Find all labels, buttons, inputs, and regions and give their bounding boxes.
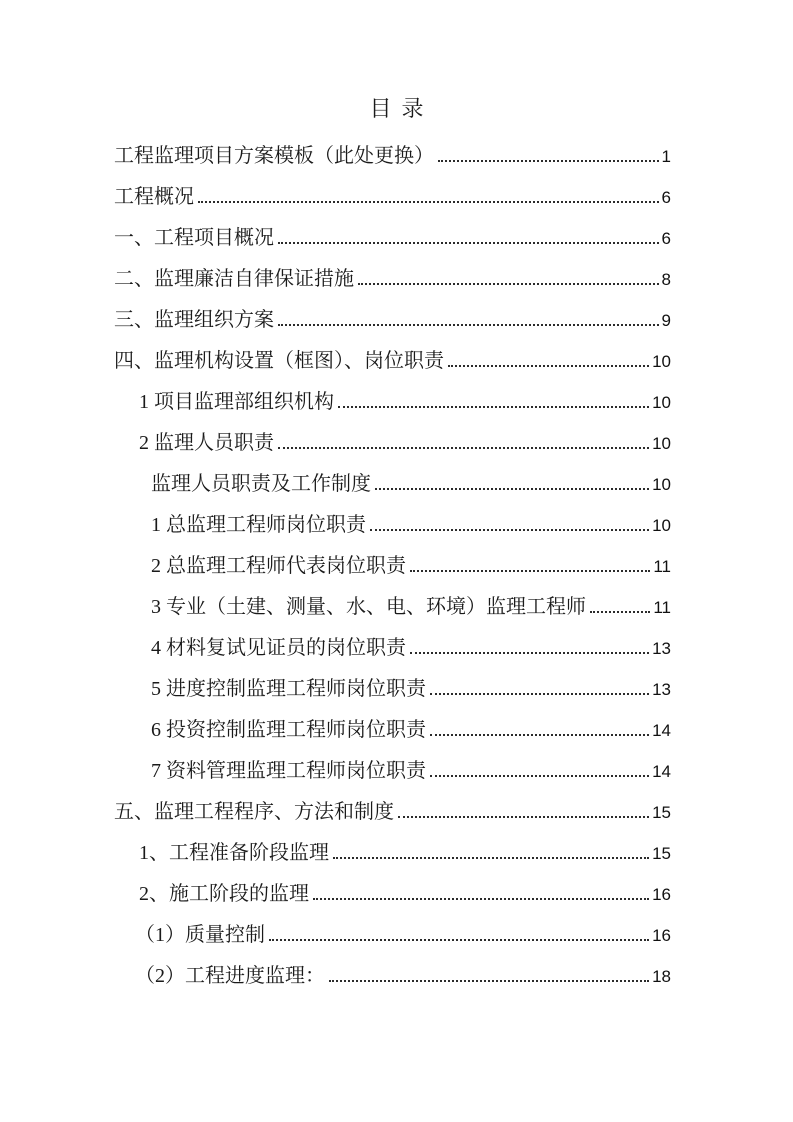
toc-page-number: 15: [652, 844, 671, 863]
toc-dot-leader: [338, 406, 649, 408]
toc-dot-leader: [278, 447, 649, 449]
toc-dot-leader: [375, 488, 649, 490]
toc-entry[interactable]: [114, 710, 671, 751]
toc-entry[interactable]: [114, 259, 671, 300]
toc-entry[interactable]: [114, 505, 671, 546]
toc-page-number: 10: [652, 393, 671, 412]
toc-dot-leader: [590, 611, 650, 613]
toc-dot-leader: [430, 775, 649, 777]
toc-page-number: 11: [653, 557, 671, 576]
toc-dot-leader: [269, 939, 649, 941]
toc-page-number: 16: [652, 885, 671, 904]
toc-entry-label: （2）工程进度监理：: [135, 965, 325, 987]
toc-dot-leader: [313, 898, 649, 900]
toc-entry[interactable]: [114, 177, 671, 218]
toc-entry[interactable]: [114, 956, 671, 997]
toc-page-number: 9: [661, 311, 671, 330]
toc-page-number: 10: [652, 352, 671, 371]
toc-dot-leader: [358, 283, 659, 285]
toc-entry-label: 工程概况: [114, 186, 194, 208]
toc-entry-label: 2 总监理工程师代表岗位职责: [151, 555, 406, 577]
toc-page-number: 16: [652, 926, 671, 945]
toc-page-number: 14: [652, 721, 671, 740]
toc-dot-leader: [329, 980, 649, 982]
toc-page-number: 15: [652, 803, 671, 822]
toc-entry[interactable]: [114, 915, 671, 956]
toc-entry-label: 1 总监理工程师岗位职责: [151, 514, 366, 536]
toc-entry-label: 2 监理人员职责: [139, 432, 274, 454]
toc-page-number: 6: [661, 188, 671, 207]
toc-dot-leader: [278, 324, 659, 326]
toc-entry-label: 4 材料复试见证员的岗位职责: [151, 637, 406, 659]
toc-entry-label: 5 进度控制监理工程师岗位职责: [151, 678, 426, 700]
toc-entry-label: 1 项目监理部组织机构: [139, 391, 334, 413]
toc-entry-label: 五、监理工程程序、方法和制度: [114, 801, 394, 823]
toc-page-number: 8: [661, 270, 671, 289]
toc-page-number: 10: [652, 475, 671, 494]
toc-entry-label: 3 专业（土建、测量、水、电、环境）监理工程师: [151, 596, 586, 618]
toc-entry[interactable]: [114, 874, 671, 915]
toc-entry-label: 二、监理廉洁自律保证措施: [114, 268, 354, 290]
toc-entry[interactable]: [114, 587, 671, 628]
toc-page-number: 13: [652, 639, 671, 658]
toc-dot-leader: [448, 365, 649, 367]
toc-entry[interactable]: [114, 341, 671, 382]
toc-entry-label: 监理人员职责及工作制度: [151, 473, 371, 495]
toc-entry-label: （1）质量控制: [135, 924, 265, 946]
toc-dot-leader: [410, 570, 650, 572]
toc-dot-leader: [430, 693, 649, 695]
toc-entry-label: 三、监理组织方案: [114, 309, 274, 331]
toc-entry-label: 一、工程项目概况: [114, 227, 274, 249]
toc-entry[interactable]: [114, 792, 671, 833]
toc-entry[interactable]: [114, 300, 671, 341]
toc-entry[interactable]: [114, 628, 671, 669]
toc-entry[interactable]: [114, 136, 671, 177]
toc-entry[interactable]: [114, 218, 671, 259]
toc-page-number: 14: [652, 762, 671, 781]
toc-entry-label: 2、施工阶段的监理: [139, 883, 309, 905]
toc-dot-leader: [198, 201, 659, 203]
toc-entry[interactable]: [114, 833, 671, 874]
toc-dot-leader: [278, 242, 659, 244]
toc-page-number: 18: [652, 967, 671, 986]
toc-entry-label: 工程监理项目方案模板（此处更换）: [114, 145, 434, 167]
toc-page-number: 1: [661, 147, 671, 166]
toc-entry-label: 四、监理机构设置（框图）、岗位职责: [114, 350, 444, 372]
toc-entry-label: 6 投资控制监理工程师岗位职责: [151, 719, 426, 741]
toc-entry[interactable]: [114, 546, 671, 587]
toc-dot-leader: [333, 857, 649, 859]
toc-list: [0, 136, 793, 997]
toc-page-number: 10: [652, 516, 671, 535]
toc-dot-leader: [430, 734, 649, 736]
toc-page-number: 13: [652, 680, 671, 699]
toc-page-number: 6: [661, 229, 671, 248]
toc-dot-leader: [370, 529, 649, 531]
toc-entry[interactable]: [114, 423, 671, 464]
toc-dot-leader: [398, 816, 649, 818]
toc-entry[interactable]: [114, 464, 671, 505]
toc-page-number: 11: [653, 598, 671, 617]
toc-title: 目录: [369, 96, 434, 121]
toc-entry-label: 7 资料管理监理工程师岗位职责: [151, 760, 426, 782]
toc-entry-label: 1、工程准备阶段监理: [139, 842, 329, 864]
toc-dot-leader: [438, 160, 659, 162]
toc-entry[interactable]: [114, 751, 671, 792]
toc-dot-leader: [410, 652, 649, 654]
toc-entry[interactable]: [114, 382, 671, 423]
toc-page-number: 10: [652, 434, 671, 453]
toc-entry[interactable]: [114, 669, 671, 710]
